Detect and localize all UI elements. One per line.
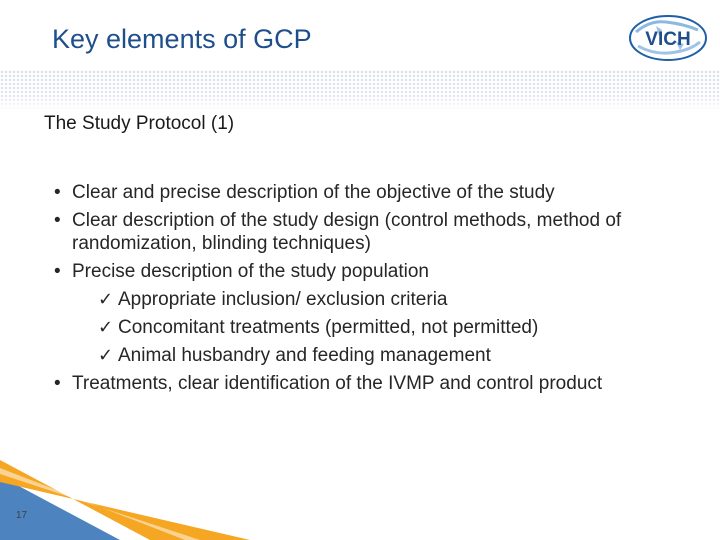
bullet-item	[52, 260, 702, 283]
bullet-item	[52, 181, 702, 204]
bullet-text: Precise description of the study population	[72, 261, 429, 282]
vich-logo	[626, 12, 710, 64]
logo-text: VICH	[645, 29, 691, 50]
checkmark-icon: ✓	[98, 345, 114, 366]
slide-subtitle: The Study Protocol (1)	[44, 113, 235, 134]
sub-item	[52, 344, 702, 367]
sub-item-text: Animal husbandry and feeding management	[118, 345, 491, 366]
corner-decoration	[0, 460, 260, 540]
bullet-icon: •	[54, 261, 61, 282]
sub-item-text: Concomitant treatments (permitted, not permitted)	[118, 317, 539, 338]
sub-item-text: Appropriate inclusion/ exclusion criteria	[118, 289, 448, 310]
bullet-text: Clear and precise description of the objective of the study	[72, 182, 555, 203]
sub-item	[52, 316, 702, 339]
page-number: 17	[16, 510, 28, 521]
checkmark-icon: ✓	[98, 317, 114, 338]
bullet-text: Treatments, clear identification of the IVMP and control product	[72, 373, 603, 394]
sub-item	[52, 288, 702, 311]
dotted-header-band	[0, 70, 720, 112]
bullet-icon: •	[54, 210, 61, 231]
bullet-text: Clear description of the study design (control methods, method of randomization, blinding techniques)	[72, 210, 622, 254]
slide-title: Key elements of GCP	[52, 24, 312, 54]
bullet-item	[52, 372, 702, 395]
bullet-icon: •	[54, 373, 61, 394]
bullet-item	[52, 209, 702, 255]
checkmark-icon: ✓	[98, 289, 114, 310]
bullet-list	[52, 181, 702, 400]
bullet-icon: •	[54, 182, 61, 203]
